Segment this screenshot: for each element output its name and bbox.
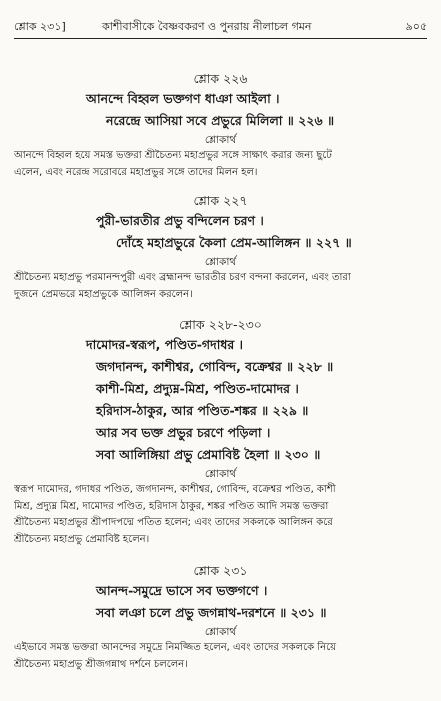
verse-label: শ্লোক ২২৮-২৩০ <box>179 317 262 332</box>
translation-line: মিশ্র, প্রদ্যুম্ন মিশ্র, দামোদর পণ্ডিত, হরিদাস ঠাকুর, শঙ্কর পণ্ডিত আদি সমস্ত ভক্তরা <box>14 500 329 512</box>
header-chapter-title: কাশীবাসীকে বৈষ্ণবকরণ ও পুনরায় নীলাচল গমন <box>102 20 312 33</box>
verse-line: আর সব ভক্ত প্রভুর চরণে পড়িলা । <box>96 425 271 440</box>
translation-line: এইভাবে সমস্ত ভক্তরা আনন্দের সমুদ্রে নিমজ্জিত হলেন, এবং তাদের সকলকে নিয়ে <box>14 642 337 653</box>
translation-line: শ্রীচৈতন্য মহাপ্রভু প্রেমাবিষ্ট হলেন। <box>14 533 150 545</box>
translation-paragraph <box>14 640 427 673</box>
translation-label: শ্লোকার্থ <box>204 134 237 146</box>
verse-line: আনন্দে বিহ্বল ভক্তগণ ধাঞা আইলা । <box>86 91 280 106</box>
translation-line: দুজনে প্রেমভরে মহাপ্রভুকে আলিঙ্গন করলেন। <box>14 288 193 300</box>
verse-line: দামোদর-স্বরূপ, পণ্ডিত-গদাধর । <box>86 337 244 352</box>
translation-paragraph <box>14 270 427 303</box>
verse-label: শ্লোক ২৩১ <box>193 563 248 578</box>
verse-label: শ্লোক ২২৭ <box>193 193 248 208</box>
verse-226 <box>14 70 427 181</box>
verse-label: শ্লোক ২২৬ <box>193 71 248 86</box>
translation-line: শ্রীচৈতন্য মহাপ্রভু শ্রীজগন্নাথ দর্শনে চললেন। <box>14 658 188 670</box>
verse-227 <box>14 192 427 303</box>
translation-label: শ্লোকার্থ <box>204 626 237 638</box>
translation-label: শ্লোকার্থ <box>204 256 237 268</box>
verse-line: সবা লঞা চলে প্রভু জগন্নাথ-দরশনে ॥ ২৩১ ॥ <box>96 605 327 620</box>
translation-paragraph <box>14 148 427 181</box>
page-number: ৯০৫ <box>405 20 427 33</box>
translation-label: শ্লোকার্থ <box>204 468 237 480</box>
translation-paragraph <box>14 482 427 548</box>
verse-231 <box>14 562 427 673</box>
translation-line: শ্রীচৈতন্য মহাপ্রভুর শ্রীপাদপদ্মে পতিত হলেন; এবং তাদের সকলকে আলিঙ্গন করে <box>14 517 333 528</box>
translation-line: এলেন, এবং নরেন্দ্র সরোবরে মহাপ্রভুর সঙ্গে তাদের মিলন হল। <box>14 166 258 178</box>
verse-line: দোঁহে মহাপ্রভুরে কৈলা প্রেম-আলিঙ্গন ॥ ২২৭ ॥ <box>116 235 352 250</box>
verse-line: নরেন্দ্রে আসিয়া সবে প্রভুরে মিলিলা ॥ ২২৬ ॥ <box>106 113 335 128</box>
verse-line: পুরী-ভারতীর প্রভু বন্দিলেন চরণ । <box>96 213 264 228</box>
verse-228-230 <box>14 316 427 548</box>
verse-line: কাশী-মিশ্র, প্রদ্যুম্ন-মিশ্র, পণ্ডিত-দামোদর । <box>96 381 299 396</box>
header-verse-ref: শ্লোক ২৩১] <box>14 20 66 33</box>
verse-line: আনন্দ-সমুদ্রে ভাসে সব ভক্তগণে । <box>96 583 268 598</box>
translation-line: শ্রীচৈতন্য মহাপ্রভু পরমানন্দপুরী এবং ব্রহ্মানন্দ ভারতীর চরণ বন্দনা করলেন, এবং তারা <box>14 272 351 283</box>
verse-line: হরিদাস-ঠাকুর, আর পণ্ডিত-শঙ্কর ॥ ২২৯ ॥ <box>96 403 309 418</box>
verse-line: জগদানন্দ, কাশীশ্বর, গোবিন্দ, বক্রেশ্বর ॥ ২২৮ ॥ <box>96 359 334 374</box>
translation-line: আনন্দে বিহ্বল হয়ে সমস্ত ভক্তরা শ্রীচৈতন্য মহাপ্রভুর সঙ্গে সাক্ষাৎ করার জন্য ছুটে <box>14 150 332 161</box>
verse-line: সবা আলিঙ্গিয়া প্রভু প্রেমাবিষ্ট হৈলা ॥ ২৩০ ॥ <box>96 447 321 462</box>
running-header <box>14 14 427 39</box>
translation-line: স্বরূপ দামোদর, গদাধর পণ্ডিত, জগদানন্দ, কাশীশ্বর, গোবিন্দ, বক্রেশ্বর পণ্ডিত, কাশী <box>14 484 336 495</box>
